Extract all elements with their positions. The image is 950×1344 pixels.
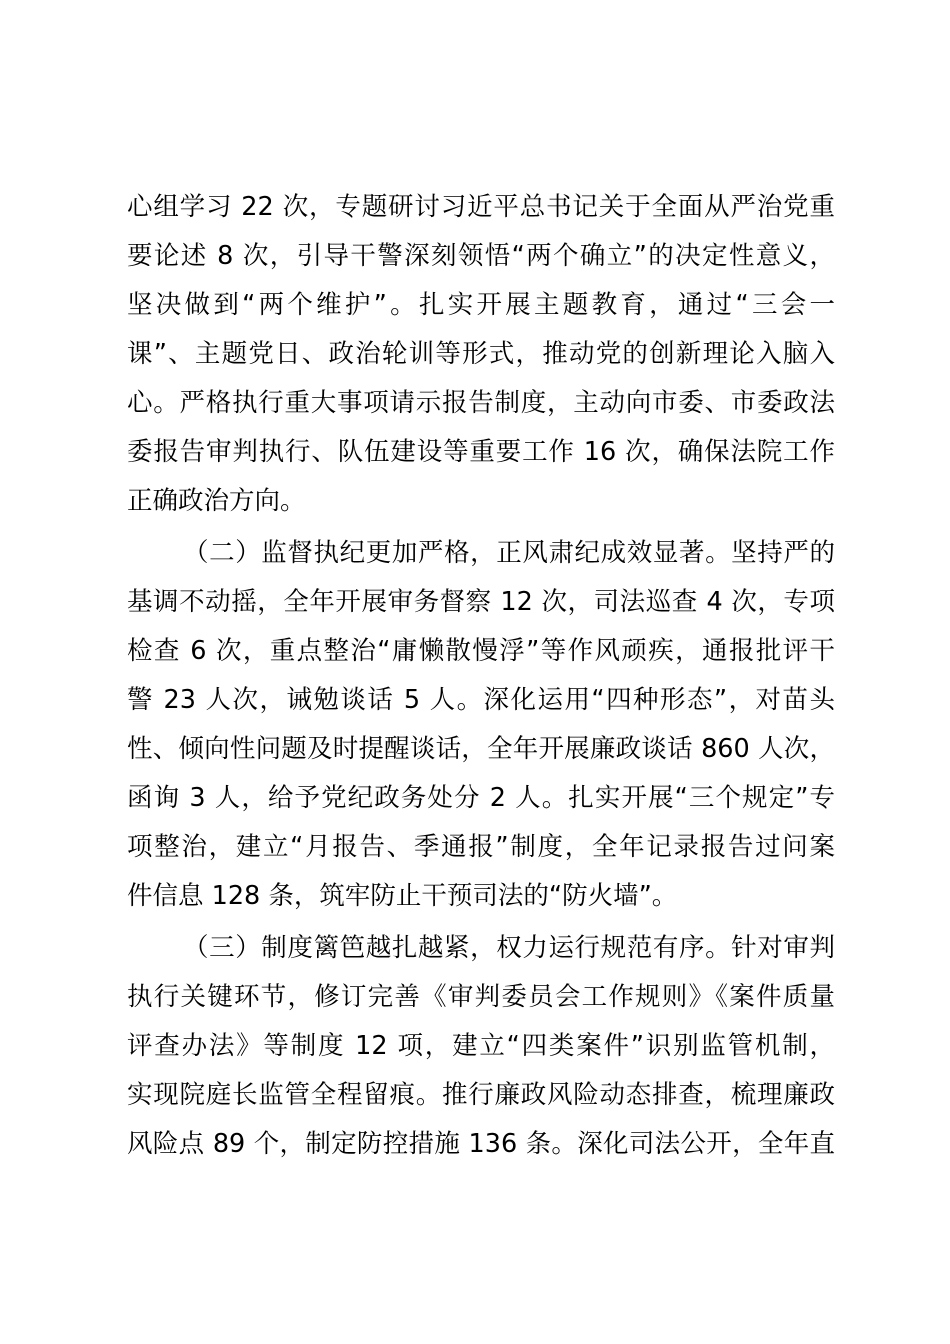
text-line: 项整治，建立“月报告、季通报”制度，全年记录报告过问案 [127, 832, 835, 862]
section-heading-line: （三）制度篱笆越扎越紧，权力运行规范有序。针对审判 [183, 933, 835, 963]
text-line: 实现院庭长监管全程留痕。推行廉政风险动态排查，梳理廉政 [127, 1080, 835, 1110]
text-line: 执行关键环节，修订完善《审判委员会工作规则》《案件质量 [127, 982, 835, 1012]
text-line: 评查办法》等制度 12 项，建立“四类案件”识别监管机制， [127, 1031, 835, 1061]
text-line: 课”、主题党日、政治轮训等形式，推动党的创新理论入脑入 [127, 339, 835, 369]
text-line: 要论述 8 次，引导干警深刻领悟“两个确立”的决定性意义， [127, 241, 835, 271]
text-line: 心组学习 22 次，专题研讨习近平总书记关于全面从严治党重 [127, 192, 835, 222]
text-line: 函询 3 人，给予党纪政务处分 2 人。扎实开展“三个规定”专 [127, 783, 835, 813]
text-line: 基调不动摇，全年开展审务督察 12 次，司法巡查 4 次，专项 [127, 587, 835, 617]
text-line: 坚决做到“两个维护”。扎实开展主题教育，通过“三会一 [127, 290, 835, 320]
section-heading-line: （二）监督执纪更加严格，正风肃纪成效显著。坚持严的 [183, 538, 835, 568]
text-line: 警 23 人次，诫勉谈话 5 人。深化运用“四种形态”，对苗头 [127, 685, 835, 715]
text-line: 性、倾向性问题及时提醒谈话，全年开展廉政谈话 860 人次， [127, 734, 835, 764]
text-line: 件信息 128 条，筑牢防止干预司法的“防火墙”。 [127, 881, 678, 911]
text-line: 正确政治方向。 [127, 486, 306, 516]
text-line: 委报告审判执行、队伍建设等重要工作 16 次，确保法院工作 [127, 437, 835, 467]
text-line: 心。严格执行重大事项请示报告制度，主动向市委、市委政法 [127, 388, 835, 418]
text-line: 检查 6 次，重点整治“庸懒散慢浮”等作风顽疾，通报批评干 [127, 636, 835, 666]
text-line: 风险点 89 个，制定防控措施 136 条。深化司法公开，全年直 [127, 1129, 835, 1159]
